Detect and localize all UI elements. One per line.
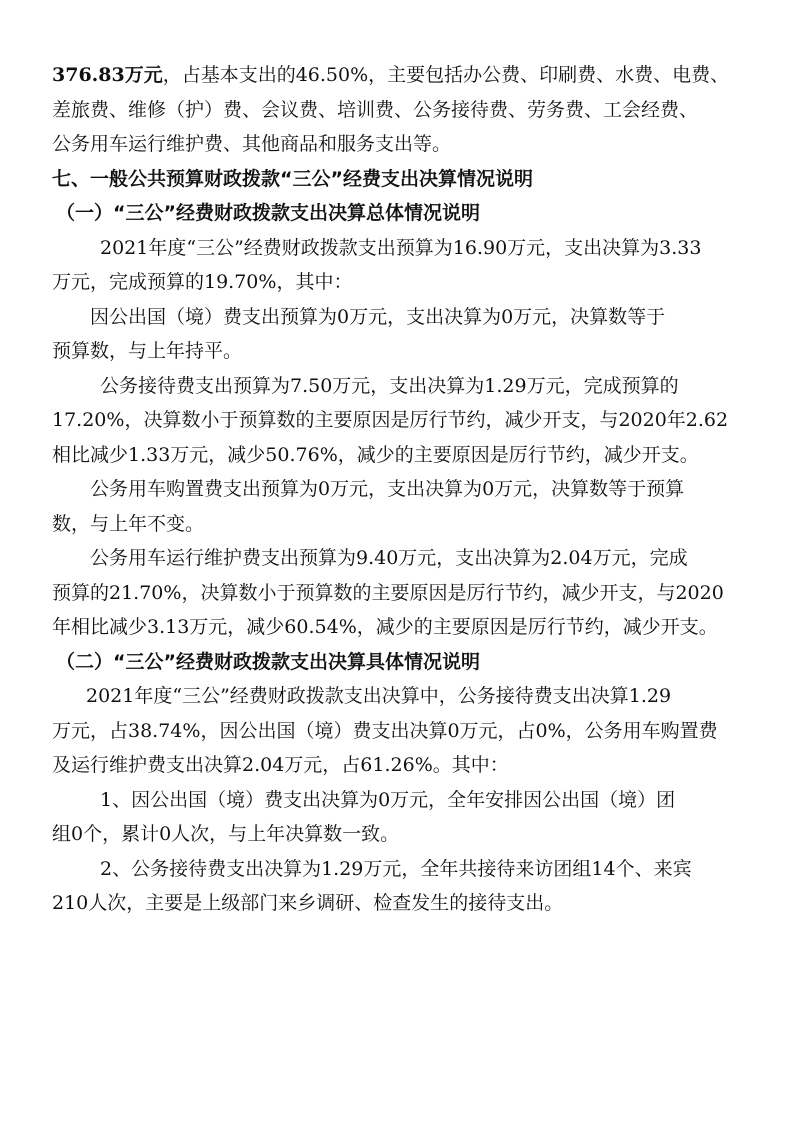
sub1-p1-line-1: 2021年度“三公”经费财政拨款支出预算为16.90万元，支出决算为3.33 [100, 236, 702, 259]
sub2-p1-line-1: 2021年度“三公”经费财政拨款支出决算中，公务接待费支出决算1.29 [86, 685, 672, 707]
sub1-p4-line-1: 公务用车购置费支出预算为0万元，支出决算为0万元，决算数等于预算 [90, 478, 685, 500]
sub1-p2-line-1: 因公出国（境）费支出预算为0万元，支出决算为0万元，决算数等于 [90, 305, 666, 328]
sub2-p3-line-1: 2、公务接待费支出决算为1.29万元，全年共接待来访团组14个、来宾 [100, 857, 692, 880]
intro-amount: 376.83万元 [52, 64, 163, 86]
intro-line-3: 公务用车运行维护费、其他商品和服务支出等。 [52, 133, 452, 155]
sub2-p3-line-2: 210人次，主要是上级部门来乡调研、检查发生的接待支出。 [52, 892, 564, 914]
subsection-1-heading: （一）“三公”经费财政拨款支出决算总体情况说明 [56, 202, 480, 224]
sub1-p5-line-2: 预算的21.70%，决算数小于预算数的主要原因是厉行节约，减少开支，与2020 [52, 581, 724, 604]
intro-line-1-text: ，占基本支出的46.50%，主要包括办公费、印刷费、水费、电费、 [162, 64, 730, 86]
sub2-p2-line-1: 1、因公出国（境）费支出决算为0万元，全年安排因公出国（境）团 [100, 788, 676, 811]
document-page [52, 58, 752, 921]
sub1-p3-line-2: 17.20%，决算数小于预算数的主要原因是厉行节约，减少开支，与2020年2.62 [52, 409, 729, 431]
sub1-p3-line-3: 相比减少1.33万元，减少50.76%，减少的主要原因是厉行节约，减少开支。 [52, 443, 699, 466]
sub1-p2-line-2: 预算数，与上年持平。 [52, 340, 243, 362]
subsection-2-heading: （二）“三公”经费财政拨款支出决算具体情况说明 [56, 650, 480, 673]
sub2-p2-line-2: 组0个，累计0人次，与上年决算数一致。 [52, 823, 400, 845]
intro-line-2: 差旅费、维修（护）费、会议费、培训费、公务接待费、劳务费、工会经费、 [52, 98, 699, 121]
sub2-p1-line-2: 万元，占38.74%，因公出国（境）费支出决算0万元，占0%，公务用车购置费 [52, 719, 718, 742]
section-7-heading: 七、一般公共预算财政拨款“三公”经费支出决算情况说明 [52, 167, 533, 190]
sub1-p3-line-1: 公务接待费支出预算为7.50万元，支出决算为1.29万元，完成预算的 [100, 374, 679, 397]
sub1-p5-line-3: 年相比减少3.13万元，减少60.54%，减少的主要原因是厉行节约，减少开支。 [52, 616, 718, 638]
intro-line-1 [52, 58, 752, 93]
sub1-p4-line-2: 数，与上年不变。 [52, 512, 205, 535]
sub1-p5-line-1: 公务用车运行维护费支出预算为9.40万元，支出决算为2.04万元，完成 [90, 547, 688, 569]
sub2-p1-line-3: 及运行维护费支出决算2.04万元，占61.26%。其中： [52, 754, 509, 776]
sub1-p1-line-2: 万元，完成预算的19.70%，其中： [52, 271, 353, 293]
